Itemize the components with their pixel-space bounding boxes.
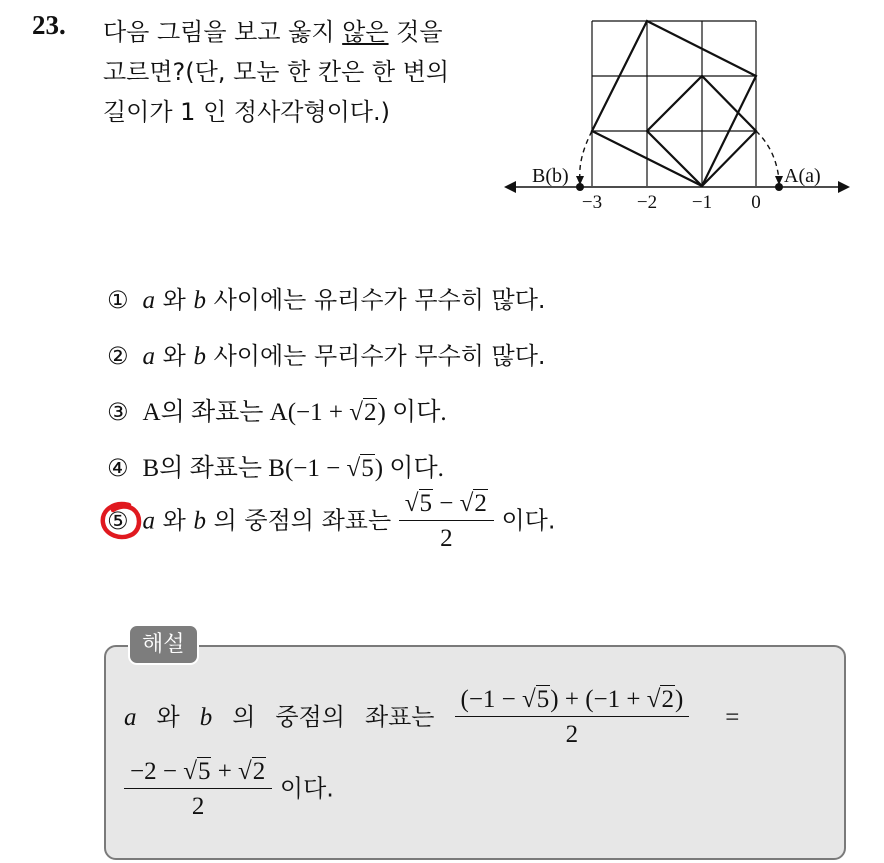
question-line-3: 길이가 1 인 정사각형이다.)	[103, 98, 390, 126]
question-number: 23.	[32, 10, 66, 40]
question-line-1: 다음 그림을 보고 옳지 않은 것을	[103, 18, 443, 46]
label-b: B(b)	[532, 165, 569, 187]
point-b	[576, 183, 584, 191]
number-line-right-arrow	[838, 181, 850, 193]
tick-label: −1	[691, 192, 713, 213]
midpoint-fraction: $\frac{√5 - √2}{2}$	[399, 490, 494, 553]
number-line-left-arrow	[504, 181, 516, 193]
choice-2[interactable]: ② a 와 b 사이에는 무리수가 무수히 많다.	[107, 342, 546, 370]
grid-number-line-figure	[500, 10, 852, 215]
arc-to-a	[756, 131, 779, 180]
explanation-fraction-2: $\frac{-2 - √5 + √2}{2}$	[124, 758, 272, 821]
tick-label: −3	[581, 192, 603, 213]
choice-5[interactable]: ⑤ a 와 b 의 중점의 좌표는 $\frac{√5 - √2}{2}$ 이다.	[107, 490, 556, 552]
point-a	[775, 183, 783, 191]
explanation-tag: 해설	[128, 624, 199, 665]
tick-label: 0	[751, 192, 761, 213]
explanation-fraction-1: $\frac{(-1 - √5) + (-1 + √2)}{2}$	[455, 686, 690, 749]
sqrt-expression: √5	[346, 455, 374, 482]
choice-3[interactable]: ③ A의 좌표는 A(−1 + √2) 이다.	[107, 398, 447, 426]
choice-number: ⑤	[107, 506, 129, 535]
choice-number: ④	[107, 454, 129, 482]
choice-number: ③	[107, 398, 129, 426]
choice-4[interactable]: ④ B의 좌표는 B(−1 − √5) 이다.	[107, 454, 444, 482]
explanation-box	[104, 645, 846, 860]
explanation-line-1: a 와 b 의 중점의 좌표는 $\frac{(-1 - √5) + (-1 + √2)}{2}$ =	[124, 686, 740, 748]
tick-label: −2	[636, 192, 658, 213]
question-line-2: 고르면?(단, 모눈 한 칸은 한 변의	[103, 58, 450, 86]
question-text	[103, 12, 449, 132]
equals-sign: =	[725, 703, 740, 731]
answer-mark-circle	[99, 501, 143, 541]
sqrt-expression: √2	[349, 399, 377, 426]
choice-1[interactable]: ① a 와 b 사이에는 유리수가 무수히 많다.	[107, 286, 546, 314]
choice-number: ②	[107, 342, 129, 370]
label-a: A(a)	[784, 165, 821, 187]
explanation-line-2: $\frac{-2 - √5 + √2}{2}$ 이다.	[124, 758, 334, 821]
choice-number: ①	[107, 286, 129, 314]
arc-to-b	[580, 131, 592, 180]
